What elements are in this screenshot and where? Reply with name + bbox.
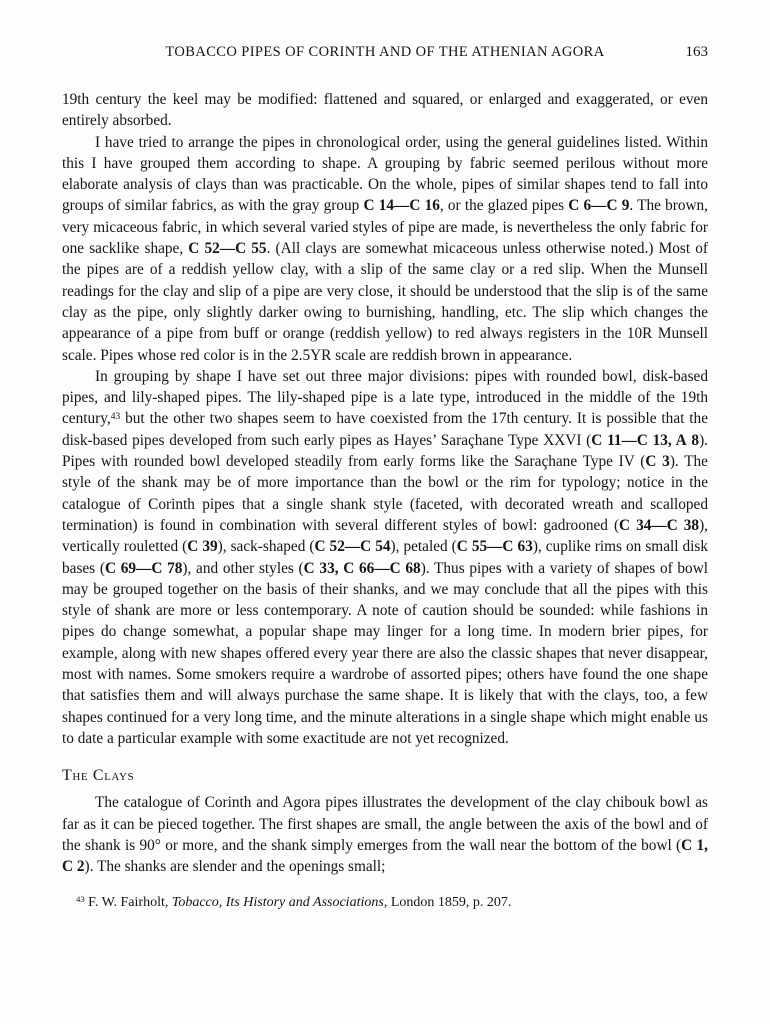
text-run: 19th century the keel may be modified: flattened and squared, or enlarged and exaggerated, or even entirely absorbed. bbox=[62, 91, 708, 130]
text-run: C 34—C 38 bbox=[619, 516, 700, 534]
text-run: C 14—C 16 bbox=[363, 197, 440, 215]
text-run: but the other two shapes seem to have coexisted from the 17th century. It is possible that the disk-based pipes developed from such early pipes as Hayes’ Saraçhane Type XXVI ( bbox=[62, 410, 708, 449]
text-run: . (All clays are somewhat micaceous unless otherwise noted.) Most of the pipes are of a reddish yellow clay, with a slip of the same clay or a red slip. When the Munsell readings for the clay and slip of a pipe are very close, it should be understood that the slip is of the same clay as the pipe, only slightly darker owing to burnishing, handling, etc. The slip which changes the appearance of a pipe from buff or orange (reddish yellow) to red always registers in the 10R Munsell scale. Pipes whose red color is in the 2.5YR scale are reddish brown in appearance. bbox=[62, 240, 708, 364]
paragraph bbox=[62, 792, 708, 877]
paragraph bbox=[62, 366, 708, 749]
text-run: ). Pipes with rounded bowl developed steadily from early forms like the Saraçhane Type IV ( bbox=[62, 431, 708, 471]
text-run: ), petaled ( bbox=[390, 538, 457, 556]
text-run: ), cuplike rims on small disk bases ( bbox=[62, 538, 709, 577]
text-run: C 11—C 13, A 8 bbox=[591, 431, 700, 449]
text-run: Tobacco, Its History and Associations bbox=[171, 895, 384, 911]
text-run: ), vertically rouletted ( bbox=[62, 516, 708, 556]
text-run: The Clays bbox=[62, 767, 135, 785]
text-run: C 69—C 78 bbox=[104, 559, 183, 577]
text-run: F. W. Fairholt, bbox=[84, 895, 172, 911]
footnote-marker: 43 bbox=[76, 894, 85, 905]
text-run: C 33, C 66—C 68 bbox=[303, 559, 421, 577]
text-run: The catalogue of Corinth and Agora pipes illustrates the development of the clay chibouk bowl as far as it can be pieced together. The first shapes are small, the angle between the axis of the bowl and of the shank is 90° or more, and the shank simply emerges from the wall near the bottom of the bowl ( bbox=[62, 794, 708, 854]
text-run: In grouping by shape I have set out three major divisions: pipes with rounded bowl, disk-based pipes, and lily-shaped pipes. The lily-shaped pipe is a late type, introduced in the middle of the 19th century, bbox=[62, 367, 708, 428]
text-run: ). The style of the shank may be of more importance than the bowl or the rim for typology; notice in the catalogue of Corinth pipes that a single shank style (faceted, with decorated wreath and scalloped termination) is found in combination with several different styles of bowl: gadrooned ( bbox=[62, 453, 708, 534]
text-run: C 39 bbox=[187, 538, 218, 556]
text-run: . The brown, very micaceous fabric, in which several varied styles of pipe are made, is nevertheless the only fabric for one sacklike shape, bbox=[62, 197, 708, 258]
text-run: I have tried to arrange the pipes in chronological order, using the general guidelines listed. Within this I have grouped them according to shape. A grouping by fabric seemed perilous without more elaborate analysis of clays than was practicable. On the whole, pipes of similar shapes tend to fall into groups of similar fabrics, as with the gray group bbox=[62, 133, 708, 215]
text-run: , or the glazed pipes bbox=[439, 197, 569, 215]
text-run: ), sack-shaped ( bbox=[217, 538, 315, 556]
text-run: C 55—C 63 bbox=[456, 538, 533, 556]
page-number: 163 bbox=[685, 44, 708, 60]
text-run: C 52—C 55 bbox=[188, 240, 267, 258]
section-heading bbox=[62, 765, 708, 786]
footnote bbox=[62, 893, 708, 912]
text-run: ), and other styles ( bbox=[182, 559, 304, 577]
footnote-reference: 43 bbox=[110, 411, 121, 422]
text-run: , London 1859, p. 207. bbox=[383, 895, 512, 911]
page-body bbox=[62, 89, 708, 877]
text-run: C 6—C 9 bbox=[568, 197, 630, 215]
paragraph bbox=[62, 89, 708, 132]
text-run: C 1, C 2 bbox=[62, 836, 708, 876]
text-run: ). The shanks are slender and the openings small; bbox=[84, 858, 386, 876]
running-head bbox=[62, 44, 708, 63]
running-head-title: TOBACCO PIPES OF CORINTH AND OF THE ATHENIAN AGORA bbox=[165, 44, 605, 60]
paragraph bbox=[62, 132, 708, 366]
text-run: C 52—C 54 bbox=[314, 538, 391, 556]
text-run: ). Thus pipes with a variety of shapes of bowl may be grouped together on the basis of their shanks, and we may conclude that all the pipes with this style of shank are more or less contemporary. A note of caution should be sounded: while fashions in pipes do change somewhat, a popular shape may linger for a long time. In modern brier pipes, for example, along with new shapes offered every year there are also the classic shapes that never disappear, most with names. Some smokers require a wardrobe of assorted pipes; others have found the one shape that satisfies them and will always purchase the same shape. It is likely that with the clays, too, a few shapes continued for a very long time, and the minute alterations in a single shape which might enable us to date a particular example with some exactitude are not yet recognized. bbox=[62, 559, 709, 747]
text-run: C 3 bbox=[645, 453, 670, 471]
